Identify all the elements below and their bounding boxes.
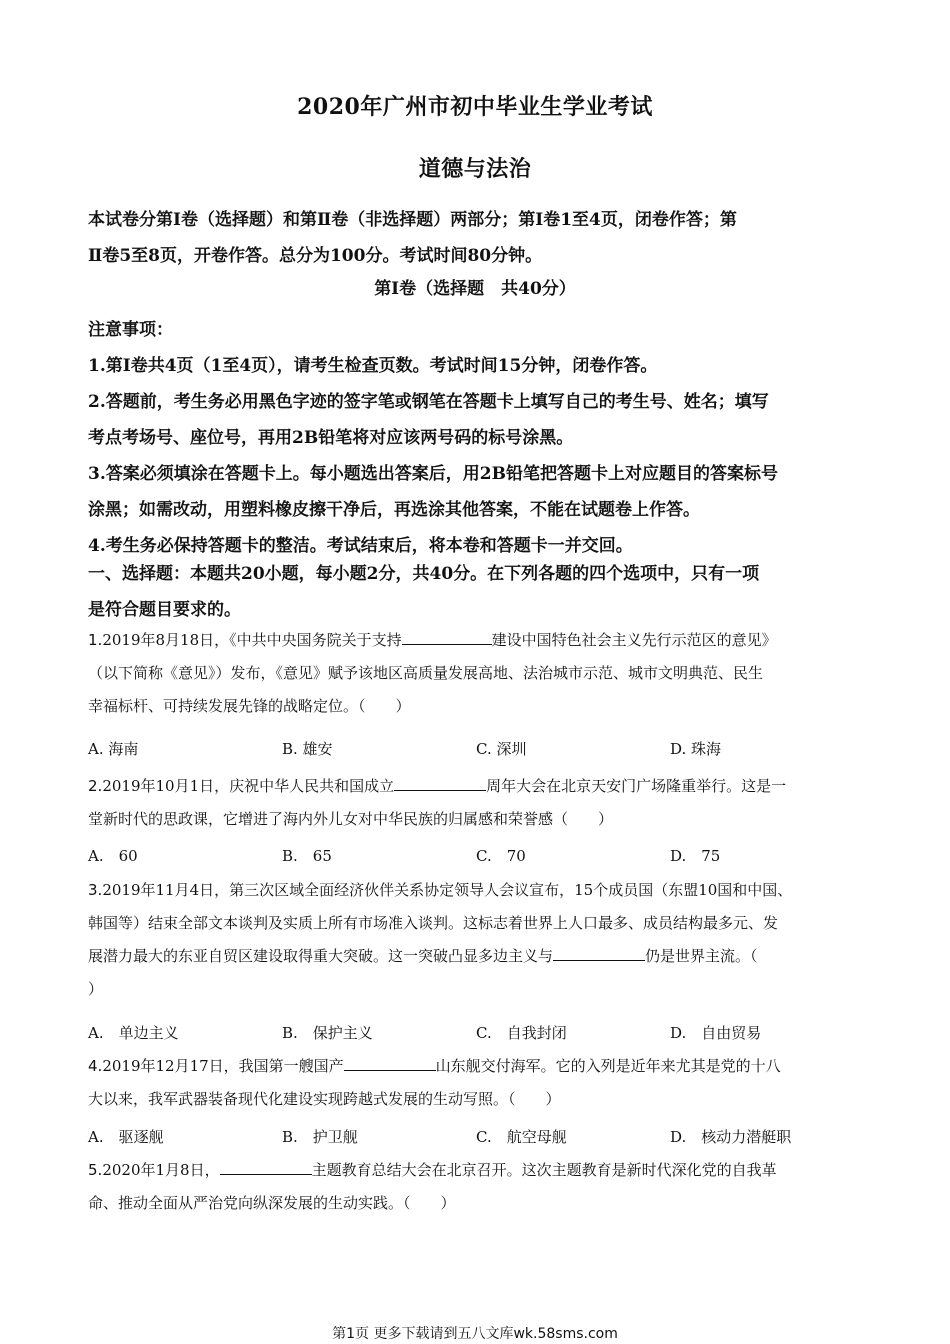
question-line: 幸福标杆、可持续发展先锋的战略定位。（ ） <box>88 697 411 715</box>
intro-line: 本试卷分第Ⅰ卷（选择题）和第Ⅱ卷（非选择题）两部分；第Ⅰ卷1至4页，闭卷作答；第 <box>88 210 737 230</box>
note-item: 2.答题前，考生务必用黑色字迹的签字笔或钢笔在答题卡上填写自己的考生号、姓名；填写 <box>88 392 769 412</box>
question-text: 2019年10月1日，庆祝中华人民共和国成立 <box>102 777 395 795</box>
exam-intro <box>88 202 868 274</box>
option-d[interactable]: D. 核动力潜艇职 <box>670 1128 792 1146</box>
option-c[interactable]: C. 深圳 <box>476 740 527 758</box>
option-a[interactable]: A. 驱逐舰 <box>88 1128 164 1146</box>
question-text: 主题教育总结大会在北京召开。这次主题教育是新时代深化党的自我革 <box>311 1161 777 1179</box>
option-c[interactable]: C. 70 <box>476 847 526 865</box>
question-line <box>88 770 868 803</box>
option-c[interactable]: C. 自我封闭 <box>476 1024 567 1042</box>
answer-blank <box>220 1158 312 1175</box>
note-item: 1.第Ⅰ卷共4页（1至4页），请考生检查页数。考试时间15分钟，闭卷作答。 <box>88 356 658 376</box>
question-line: 堂新时代的思政课，它增进了海内外儿女对中华民族的归属感和荣誉感（ ） <box>88 810 614 828</box>
question-number: 5. <box>88 1161 103 1179</box>
question-number: 1. <box>88 631 103 649</box>
question-text: 山东舰交付海军。它的入列是近年来尤其是党的十八 <box>435 1057 781 1075</box>
question-1 <box>88 624 868 723</box>
question-line <box>88 1154 868 1187</box>
section-line: 是符合题目要求的。 <box>88 600 241 620</box>
option-b[interactable]: B. 雄安 <box>282 740 333 758</box>
answer-blank <box>553 944 645 961</box>
question-number: 2. <box>88 777 103 795</box>
option-b[interactable]: B. 保护主义 <box>282 1024 373 1042</box>
intro-line: Ⅱ卷5至8页，开卷作答。总分为100分。考试时间80分钟。 <box>88 246 543 266</box>
question-3-options <box>88 1022 868 1052</box>
note-item: 3.答案必须填涂在答题卡上。每小题选出答案后，用2B铅笔把答题卡上对应题目的答案标号 <box>88 464 778 484</box>
question-line: 大以来，我军武器装备现代化建设实现跨越式发展的生动写照。（ ） <box>88 1090 561 1108</box>
part-one-title: 第Ⅰ卷（选择题 共40分） <box>374 279 576 299</box>
question-text: 展潜力最大的东亚自贸区建设取得重大突破。这一突破凸显多边主义与 <box>88 947 554 965</box>
question-line: ） <box>88 980 104 998</box>
question-line <box>88 874 868 907</box>
section-heading <box>88 556 868 628</box>
option-d[interactable]: D. 75 <box>670 847 721 865</box>
question-line <box>88 1050 868 1083</box>
question-line <box>88 624 868 657</box>
question-text: 建设中国特色社会主义先行示范区的意见》 <box>491 631 777 649</box>
option-d[interactable]: D. 自由贸易 <box>670 1024 762 1042</box>
question-line: 韩国等）结束全部文本谈判及实质上所有市场准入谈判。这标志着世界上人口最多、成员结构最多元、发 <box>88 914 779 932</box>
question-number: 4. <box>88 1057 103 1075</box>
notes-block <box>88 312 868 564</box>
option-b[interactable]: B. 65 <box>282 847 332 865</box>
question-2-options <box>88 845 868 875</box>
option-c[interactable]: C. 航空母舰 <box>476 1128 567 1146</box>
option-a[interactable]: A. 60 <box>88 847 138 865</box>
question-text: 2020年1月8日， <box>102 1161 220 1179</box>
question-number: 3. <box>88 881 103 899</box>
note-item: 涂黑；如需改动，用塑料橡皮擦干净后，再选涂其他答案，不能在试题卷上作答。 <box>88 500 700 520</box>
question-line: 命、推动全面从严治党向纵深发展的生动实践。（ ） <box>88 1194 456 1212</box>
question-3 <box>88 874 868 1006</box>
question-line <box>88 940 868 973</box>
answer-blank <box>402 628 492 645</box>
question-text: 周年大会在北京天安门广场隆重举行。这是一 <box>486 777 787 795</box>
page-footer: 第1页 更多下载请到五八文库wk.58sms.com <box>332 1326 618 1342</box>
question-line: （以下简称《意见》）发布，《意见》赋予该地区高质量发展高地、法治城市示范、城市文明典范、民生 <box>88 664 764 682</box>
question-1-options <box>88 738 868 768</box>
question-text: 2019年11月4日，第三次区域全面经济伙伴关系协定领导人会议宣布，15个成员国（东盟10国和中国、 <box>102 881 793 899</box>
option-a[interactable]: A. 海南 <box>88 740 139 758</box>
question-4 <box>88 1050 868 1116</box>
note-item: 4.考生务必保持答题卡的整洁。考试结束后，将本卷和答题卡一并交回。 <box>88 536 633 556</box>
question-text: 2019年8月18日，《中共中央国务院关于支持 <box>102 631 402 649</box>
option-d[interactable]: D. 珠海 <box>670 740 722 758</box>
question-text: 仍是世界主流。（ <box>645 947 758 965</box>
notes-heading: 注意事项： <box>88 320 173 340</box>
question-4-options <box>88 1126 868 1156</box>
answer-blank <box>394 774 486 791</box>
question-5 <box>88 1154 868 1220</box>
section-line: 一、选择题：本题共20小题，每小题2分，共40分。在下列各题的四个选项中，只有一项 <box>88 564 760 584</box>
option-a[interactable]: A. 单边主义 <box>88 1024 179 1042</box>
question-2 <box>88 770 868 836</box>
exam-title: 2020年广州市初中毕业生学业考试 <box>297 94 653 120</box>
answer-blank <box>344 1054 436 1071</box>
subject-title: 道德与法治 <box>418 156 532 182</box>
note-item: 考点考场号、座位号，再用2B铅笔将对应该两号码的标号涂黑。 <box>88 428 574 448</box>
question-text: 2019年12月17日，我国第一艘国产 <box>102 1057 344 1075</box>
option-b[interactable]: B. 护卫舰 <box>282 1128 358 1146</box>
